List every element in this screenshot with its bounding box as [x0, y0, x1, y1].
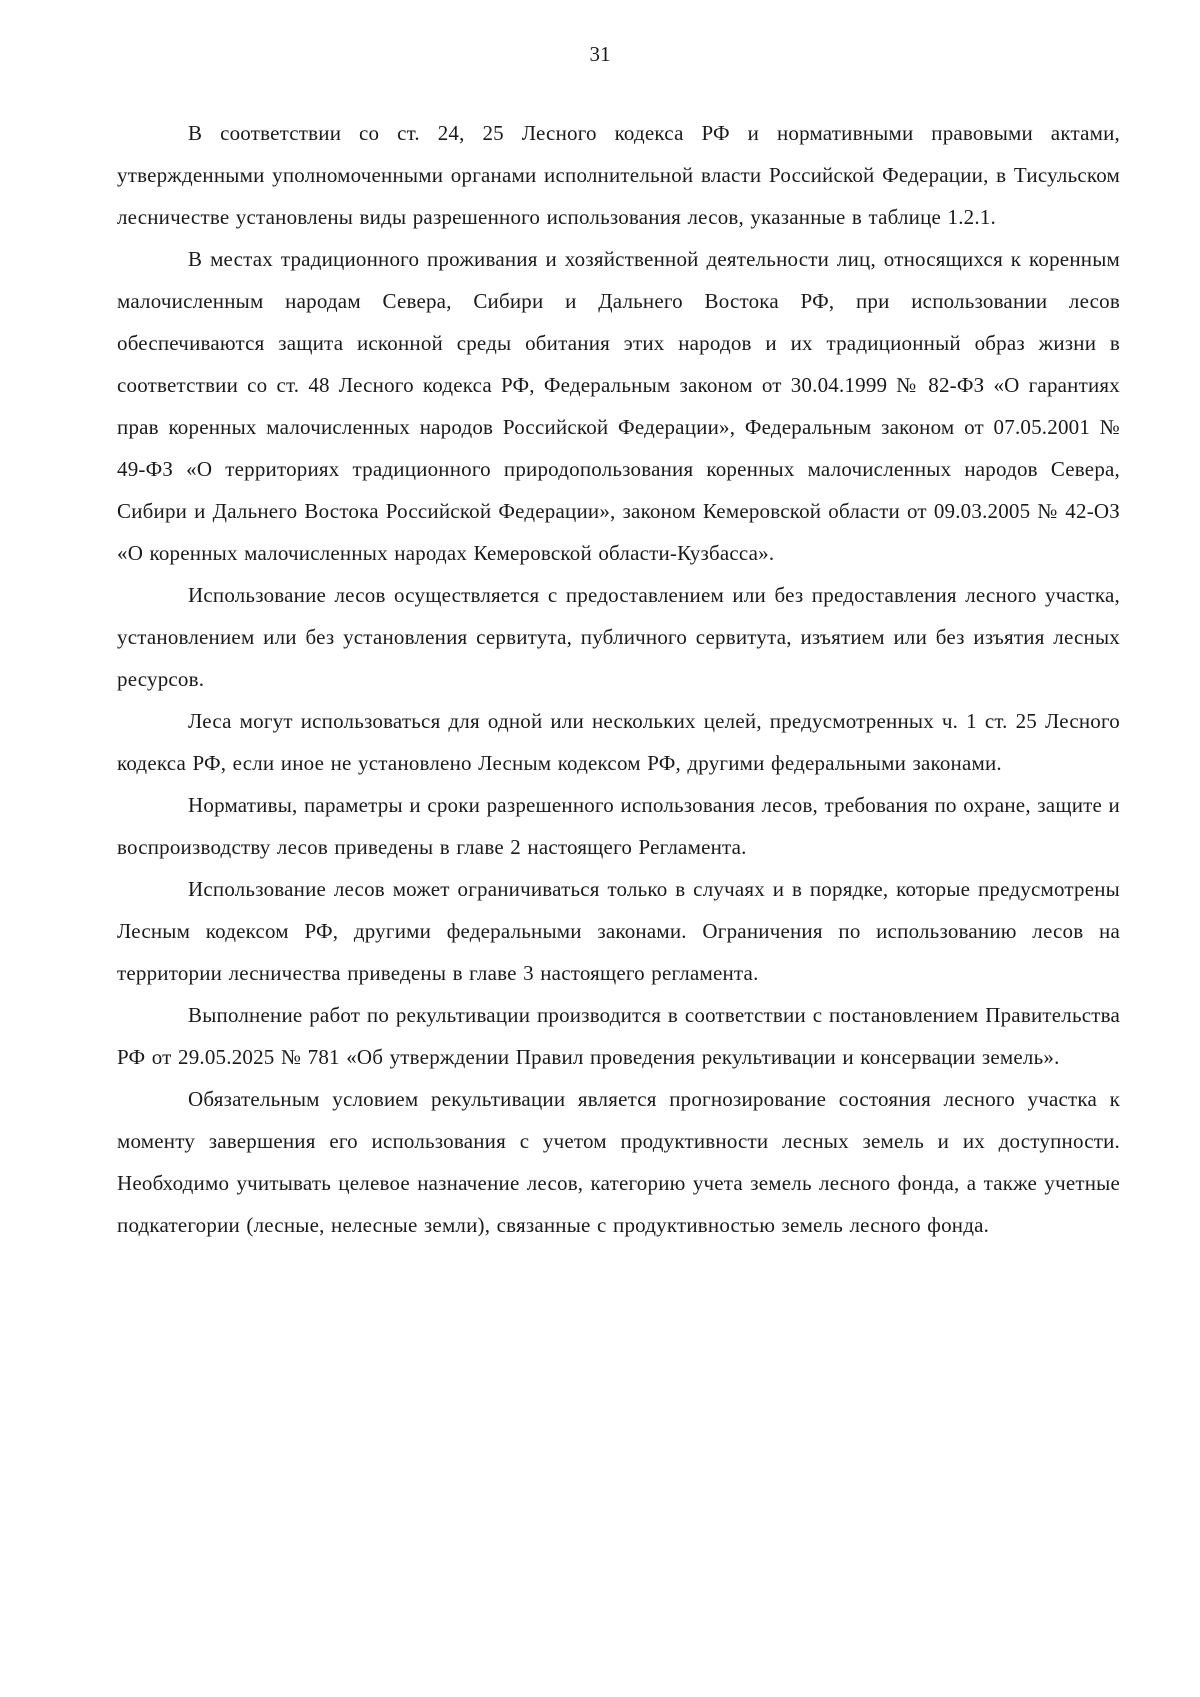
paragraph-recultivation-works: Выполнение работ по рекультивации производится в соответствии с постановлением Правительства РФ от 29.05.2025 № 781 «Об утверждении Правил проведения рекультивации и консервации земель».: [117, 1003, 1120, 1069]
paragraph-forest-use-conditions: Использование лесов осуществляется с предоставлением или без предоставления лесного участка, установлением или без установления сервитута, публичного сервитута, изъятием или без изъятия лесных ресурсов.: [117, 583, 1120, 691]
document-body: [117, 112, 1120, 1246]
paragraph-recultivation-condition: Обязательным условием рекультивации является прогнозирование состояния лесного участка к моменту завершения его использования с учетом продуктивности лесных земель и их доступности. Необходимо учитывать целевое назначение лесов, категорию учета земель лесного фонда, а также учетные подкатегории (лесные, нелесные земли), связанные с продуктивностью земель лесного фонда.: [117, 1087, 1120, 1237]
page-number: 31: [589, 42, 611, 66]
paragraph-indigenous-peoples: В местах традиционного проживания и хозяйственной деятельности лиц, относящихся к коренным малочисленным народам Севера, Сибири и Дальнего Востока РФ, при использовании лесов обеспечиваются защита исконной среды обитания этих народов и их традиционный образ жизни в соответствии со ст. 48 Лесного кодекса РФ, Федеральным законом от 30.04.1999 № 82-ФЗ «О гарантиях прав коренных малочисленных народов Российской Федерации», Федеральным законом от 07.05.2001 № 49-ФЗ «О территориях традиционного природопользования коренных малочисленных народов Севера, Сибири и Дальнего Востока Российской Федерации», законом Кемеровской области от 09.03.2005 № 42-ОЗ «О коренных малочисленных народах Кемеровской области-Кузбасса».: [117, 247, 1120, 565]
paragraph-use-restrictions: Использование лесов может ограничиваться только в случаях и в порядке, которые предусмотрены Лесным кодексом РФ, другими федеральными законами. Ограничения по использованию лесов на территории лесничества приведены в главе 3 настоящего регламента.: [117, 877, 1120, 985]
paragraph-forest-use-purposes: Леса могут использоваться для одной или нескольких целей, предусмотренных ч. 1 ст. 25 Лесного кодекса РФ, если иное не установлено Лесным кодексом РФ, другими федеральными законами.: [117, 709, 1120, 775]
paragraph-forest-use-types: В соответствии со ст. 24, 25 Лесного кодекса РФ и нормативными правовыми актами, утвержденными уполномоченными органами исполнительной власти Российской Федерации, в Тисульском лесничестве установлены виды разрешенного использования лесов, указанные в таблице 1.2.1.: [117, 121, 1120, 229]
paragraph-norms-reference: Нормативы, параметры и сроки разрешенного использования лесов, требования по охране, защите и воспроизводству лесов приведены в главе 2 настоящего Регламента.: [117, 793, 1120, 859]
